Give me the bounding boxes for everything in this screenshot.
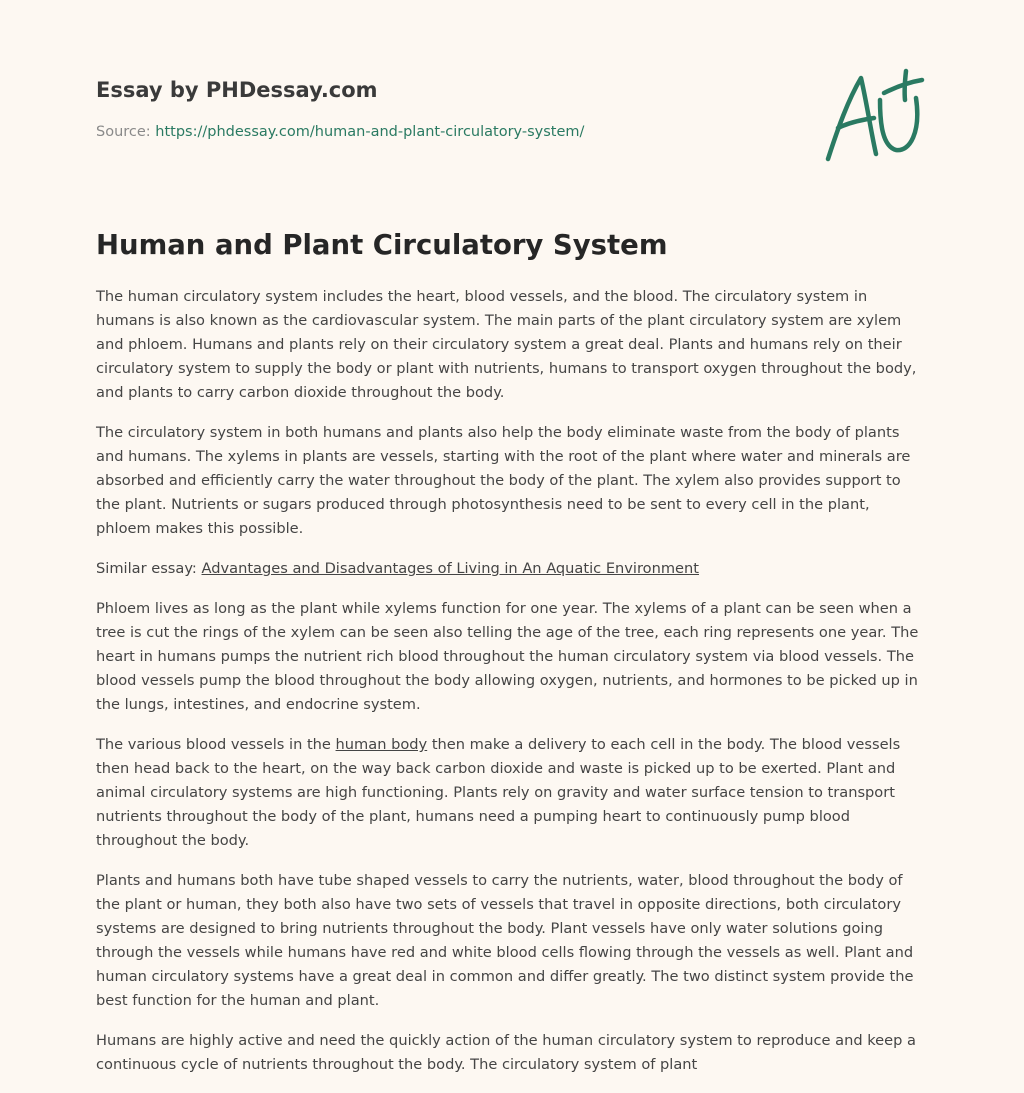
paragraph-4-end: then make a delivery to each cell in the body. The blood vessels then head back to the heart, on the way back carbon dioxide and waste is picked up to be exerted. Plant and animal circulatory systems are high functioning. Plants rely on gravity and water surface tension to transport nutrients throughout the body of the plant, humans need a pumping heart to continuously pump blood throughout the body. bbox=[96, 736, 901, 849]
source-link[interactable]: https://phdessay.com/human-and-plant-circulatory-system/ bbox=[155, 124, 585, 140]
essay-body bbox=[96, 285, 928, 1093]
essay-paragraph-5: Plants and humans both have tube shaped vessels to carry the nutrients, water, blood throughout the body of the plant or human, they both also have two sets of vessels that travel in opposite directions, both circulatory systems are designed to bring nutrients throughout the body. Plant vessels have only water solutions going through the vessels while humans have red and white blood cells flowing through the vessels as well. Plant and human circulatory systems have a great deal in common and differ greatly. The two distinct system provide the best function for the human and plant. bbox=[96, 872, 914, 1009]
source-label: Source: bbox=[96, 124, 151, 140]
a-plus-grade-logo bbox=[818, 66, 930, 166]
essay-paragraph-4 bbox=[96, 733, 928, 853]
similar-essay bbox=[96, 557, 928, 581]
similar-essay-label: Similar essay: bbox=[96, 560, 197, 577]
human-body-link[interactable]: human body bbox=[335, 736, 428, 753]
essay-title: Human and Plant Circulatory System bbox=[96, 229, 668, 261]
essay-paragraph-3: Phloem lives as long as the plant while xylems function for one year. The xylems of a plant can be seen when a tree is cut the rings of the xylem can be seen also telling the age of the tree, each ring represents one year. The heart in humans pumps the nutrient rich blood throughout the human circulatory system via blood vessels. The blood vessels pump the blood throughout the body allowing oxygen, nutrients, and hormones to be picked up in the lungs, intestines, and endocrine system. bbox=[96, 600, 919, 713]
paragraph-4-start: The various blood vessels in the bbox=[96, 736, 331, 753]
page-header bbox=[96, 74, 796, 142]
a-plus-logo-icon bbox=[818, 66, 930, 166]
essay-paragraph-2: The circulatory system in both humans and plants also help the body eliminate waste from the body of plants and humans. The xylems in plants are vessels, starting with the root of the plant where water and minerals are absorbed and efficiently carry the water throughout the body of the plant. The xylem also provides support to the plant. Nutrients or sugars produced through photosynthesis need to be sent to every cell in the plant, phloem makes this possible. bbox=[96, 424, 911, 537]
site-brand: Essay by PHDessay.com bbox=[96, 78, 378, 102]
essay-paragraph-1: The human circulatory system includes the heart, blood vessels, and the blood. The circulatory system in humans is also known as the cardiovascular system. The main parts of the plant circulatory system are xylem and phloem. Humans and plants rely on their circulatory system a great deal. Plants and humans rely on their circulatory system to supply the body or plant with nutrients, humans to transport oxygen throughout the body, and plants to carry carbon dioxide throughout the body. bbox=[96, 288, 917, 401]
essay-paragraph-6: Humans are highly active and need the quickly action of the human circulatory system to reproduce and keep a continuous cycle of nutrients throughout the body. The circulatory system of plant bbox=[96, 1032, 916, 1073]
source-line bbox=[96, 122, 796, 142]
similar-essay-link[interactable]: Advantages and Disadvantages of Living in An Aquatic Environment bbox=[201, 560, 699, 577]
